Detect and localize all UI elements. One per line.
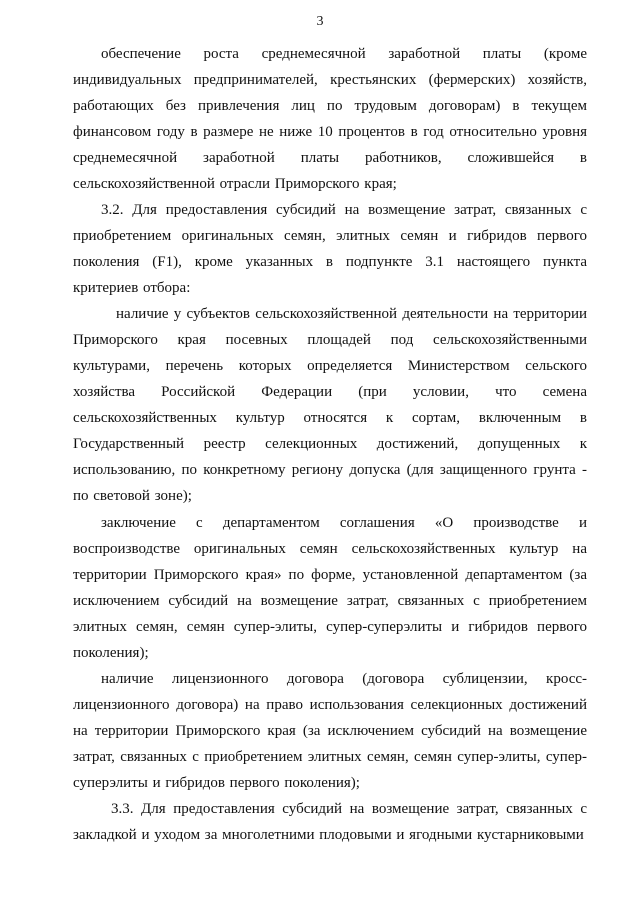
paragraph-sown-areas: наличие у субъектов сельскохозяйственной деятельности на территории Приморского края посевных площадей под сельскохозяйственными культурами, перечень которых определяется Министерством сельского хозяйства Российской Федерации (при условии, что семена сельскохозяйственных культур относятся к сортам, включенным в Государственный реестр селекционных достижений, допущенных к использованию, по конкретному региону допуска (для защищенного грунта - по световой зоне); (73, 306, 587, 504)
paragraph-agreement: заключение с департаментом соглашения «О производстве и воспроизводстве оригинальных семян сельскохозяйственных культур на территории Приморского края» по форме, установленной департаментом (за исключением субсидий на возмещение затрат, связанных с приобретением элитных семян, семян супер-элиты, супер-суперэлиты и гибридов первого поколения); (73, 515, 587, 661)
paragraph-salary-growth: обеспечение роста среднемесячной заработной платы (кроме индивидуальных предпринимателей, крестьянских (фермерских) хозяйств, работающих без привлечения лиц по трудовым договорам) в текущем финансовом году в размере не ниже 10 процентов в год относительно уровня среднемесячной заработной платы работников, сложившейся в сельскохозяйственной отрасли Приморского края; (73, 46, 587, 192)
paragraph-3-3: 3.3. Для предоставления субсидий на возмещение затрат, связанных с закладкой и уходом за многолетними плодовыми и ягодными кустарниковыми (73, 801, 587, 843)
body-text (73, 41, 587, 848)
page-number: 3 (316, 14, 324, 29)
paragraph-license: наличие лицензионного договора (договора сублицензии, кросс-лицензионного договора) на право использования селекционных достижений на территории Приморского края (за исключением субсидий на возмещение затрат, связанных с приобретением элитных семян, семян супер-элиты, супер-суперэлиты и гибридов первого поколения); (73, 671, 587, 791)
paragraph-3-2: 3.2. Для предоставления субсидий на возмещение затрат, связанных с приобретением оригинальных семян, элитных семян и гибридов первого поколения (F1), кроме указанных в подпункте 3.1 настоящего пункта критериев отбора: (73, 202, 587, 296)
